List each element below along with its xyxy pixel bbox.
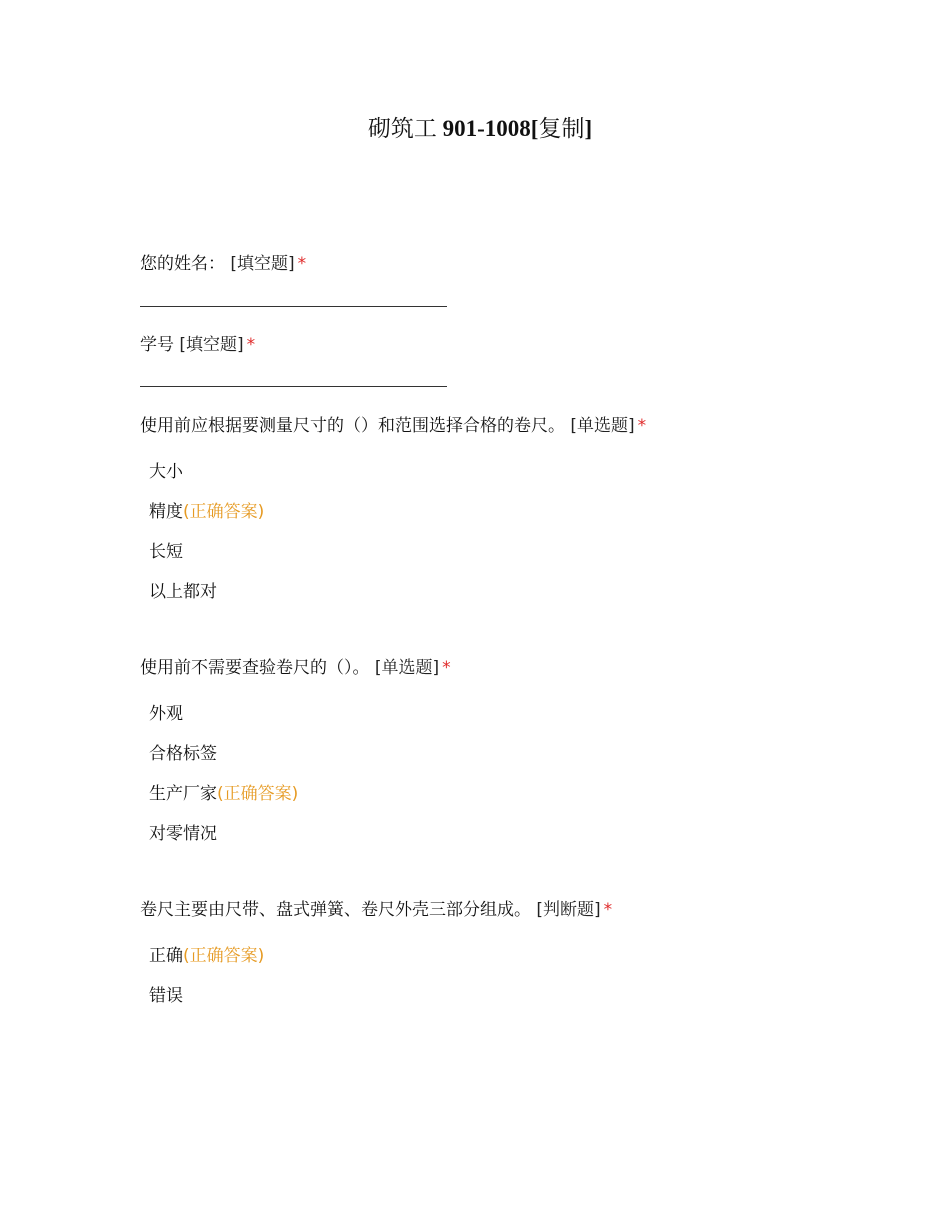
page-title	[0, 110, 950, 143]
title-prefix: 砌筑工	[367, 116, 437, 141]
question-text: 使用前应根据要测量尺寸的（）和范围选择合格的卷尺。	[140, 416, 565, 436]
title-bracket-open: [	[530, 116, 539, 141]
correct-answer-mark: (正确答案)	[183, 502, 265, 522]
student-id-answer-line[interactable]	[140, 386, 447, 387]
question-type: [单选题]	[570, 416, 635, 436]
question-name	[140, 252, 306, 276]
required-marker: *	[246, 335, 256, 355]
option-item[interactable]	[149, 580, 217, 604]
question-type: [判断题]	[536, 900, 601, 920]
required-marker: *	[603, 900, 613, 920]
option-item[interactable]	[149, 500, 264, 524]
title-code: 901-1008	[442, 116, 531, 141]
question-single-choice-2	[140, 656, 451, 680]
option-label: 外观	[149, 704, 183, 724]
name-answer-line[interactable]	[140, 306, 447, 307]
correct-answer-mark: (正确答案)	[183, 946, 265, 966]
option-item[interactable]	[149, 540, 183, 564]
option-item[interactable]	[149, 782, 298, 806]
option-label: 对零情况	[149, 824, 217, 844]
correct-answer-mark: (正确答案)	[217, 784, 299, 804]
title-suffix: 复制	[538, 116, 585, 141]
option-label: 精度	[149, 502, 183, 522]
required-marker: *	[297, 254, 307, 274]
option-label: 大小	[149, 462, 183, 482]
question-text: 您的姓名：	[140, 254, 225, 274]
option-label: 长短	[149, 542, 183, 562]
option-label: 错误	[149, 986, 183, 1006]
question-type: [填空题]	[230, 254, 295, 274]
option-label: 合格标签	[149, 744, 217, 764]
option-item[interactable]	[149, 460, 183, 484]
title-bracket-close: ]	[584, 116, 593, 141]
question-text: 使用前不需要查验卷尺的（）。	[140, 658, 370, 678]
option-item[interactable]	[149, 822, 217, 846]
option-label: 生产厂家	[149, 784, 217, 804]
required-marker: *	[637, 416, 647, 436]
question-text: 卷尺主要由尺带、盘式弹簧、卷尺外壳三部分组成。	[140, 900, 531, 920]
option-item[interactable]	[149, 944, 264, 968]
option-item[interactable]	[149, 742, 217, 766]
option-item[interactable]	[149, 984, 183, 1008]
question-single-choice-1	[140, 414, 646, 438]
question-student-id	[140, 333, 255, 357]
question-text: 学号	[140, 335, 174, 355]
option-label: 正确	[149, 946, 183, 966]
option-label: 以上都对	[149, 582, 217, 602]
required-marker: *	[442, 658, 451, 678]
question-type: [单选题]	[374, 658, 440, 678]
question-type: [填空题]	[179, 335, 244, 355]
question-true-false	[140, 898, 612, 922]
option-item[interactable]	[149, 702, 183, 726]
